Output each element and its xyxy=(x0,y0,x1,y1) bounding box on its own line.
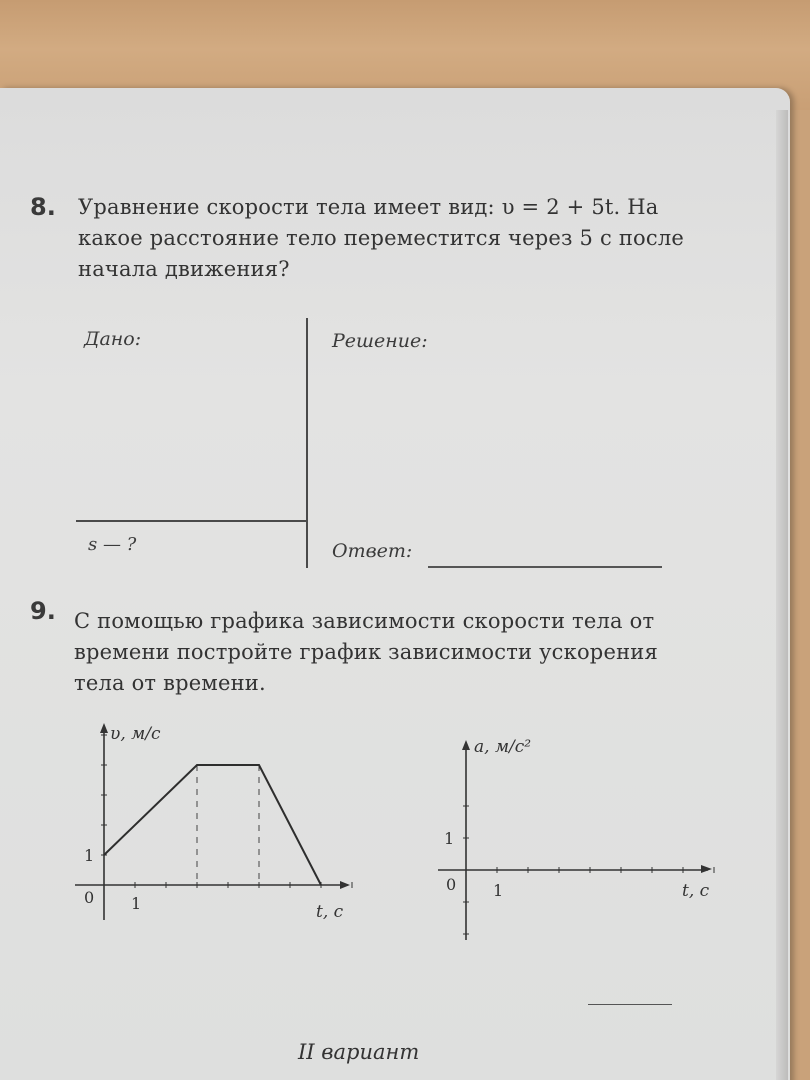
given-label: Дано: xyxy=(84,328,142,350)
task-8-line-3: начала движения? xyxy=(78,257,290,281)
task-8-line-1: Уравнение скорости тела имеет вид: υ = 2 + 5t. На xyxy=(78,195,659,219)
y-tick-label: 1 xyxy=(84,846,95,865)
task-8-number: 8. xyxy=(30,193,56,221)
y-tick-label: 1 xyxy=(444,829,455,848)
y-axis-label: a, м/с² xyxy=(474,737,532,757)
answer-line xyxy=(428,566,662,568)
x-axis-label: t, с xyxy=(682,881,710,901)
table-divider-horizontal xyxy=(76,520,308,522)
x-tick-label: 1 xyxy=(131,894,142,913)
y-axis-label: υ, м/с xyxy=(110,724,161,744)
find-label: s — ? xyxy=(88,534,137,555)
origin-label: 0 xyxy=(84,888,95,907)
table-divider-vertical xyxy=(306,318,308,568)
y-axis-arrow xyxy=(462,740,470,750)
x-axis-arrow xyxy=(340,881,350,889)
answer-label: Ответ: xyxy=(332,540,413,562)
task-9-line-2: времени постройте график зависимости ускорения xyxy=(74,640,658,664)
task-9-line-1: С помощью графика зависимости скорости тела от xyxy=(74,609,655,633)
page-edge xyxy=(776,110,788,1080)
task-9-number: 9. xyxy=(30,597,56,625)
task-8-text xyxy=(78,192,684,285)
x-axis-arrow xyxy=(701,865,712,873)
task-9-line-3: тела от времени. xyxy=(74,671,266,695)
task-9-text xyxy=(74,606,658,699)
velocity-chart xyxy=(60,715,370,930)
blank-line xyxy=(588,1004,672,1005)
solution-label: Решение: xyxy=(332,330,428,352)
task-8-line-2: какое расстояние тело переместится через 5 с после xyxy=(78,226,684,250)
y-axis-arrow xyxy=(100,723,108,733)
x-axis-label: t, с xyxy=(316,902,344,922)
acceleration-chart xyxy=(420,730,730,950)
velocity-series-line xyxy=(104,765,321,885)
variant-footer: II вариант xyxy=(298,1040,420,1064)
x-tick-label: 1 xyxy=(493,881,504,900)
origin-label: 0 xyxy=(446,875,457,894)
